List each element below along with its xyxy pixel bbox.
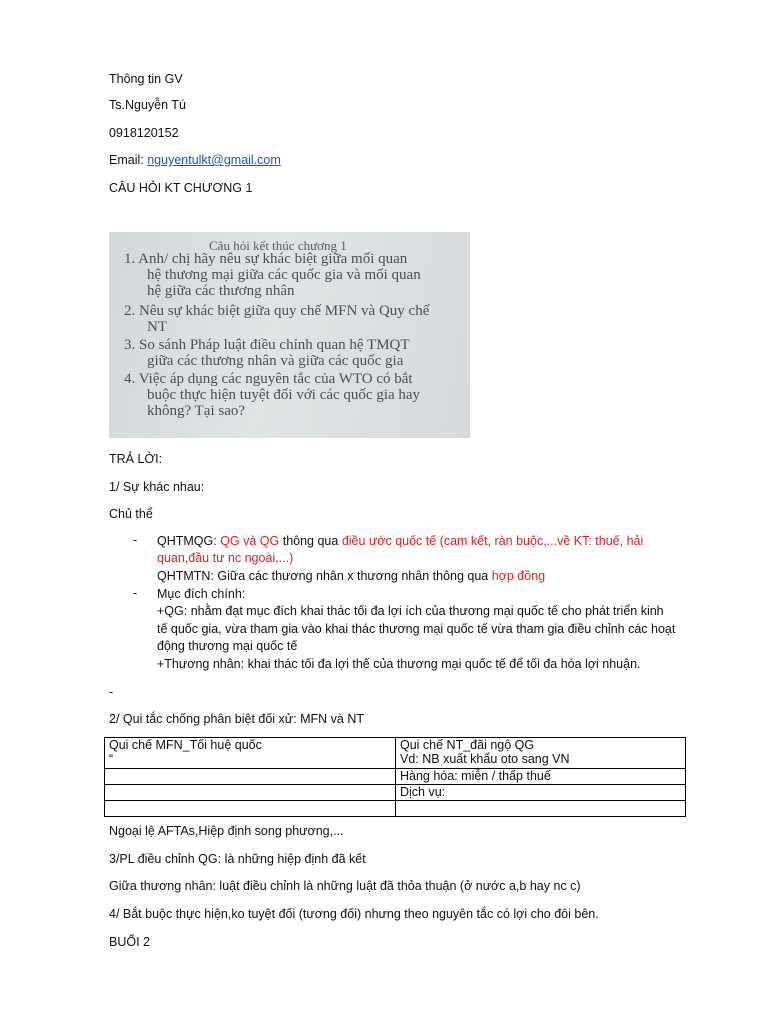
question-2-heading: 2/ Qui tắc chống phân biệt đối xử: MFN và NT xyxy=(109,712,365,726)
email-label: Email: xyxy=(109,153,144,167)
email-line xyxy=(109,152,281,168)
photo-line: buộc thực hiện tuyệt đối với các quốc gia hay xyxy=(147,387,421,403)
photo-line: 2. Nêu sự khác biệt giữa quy chế MFN và Quy chế xyxy=(124,303,430,319)
question-1-heading: 1/ Sự khác nhau: xyxy=(109,480,205,494)
chapter-heading: CÂU HỎI KT CHƯƠNG 1 xyxy=(109,181,253,195)
question-photo xyxy=(109,232,470,438)
table-row xyxy=(105,785,686,801)
photo-line: hệ giữa các thương nhân xyxy=(147,283,295,299)
table-cell xyxy=(105,738,396,769)
photo-line: giữa các thương nhân và giữa các quốc gia xyxy=(147,353,404,369)
qhtmqg-line xyxy=(157,533,643,549)
trader-line: +Thương nhân: khai thác tối đa lợi thế của thương mại quốc tế để tối đa hóa lợi nhuận. xyxy=(157,657,641,671)
lone-dash: - xyxy=(109,685,114,699)
qg-line-1: +QG: nhằm đạt mục đích khai thác tối đa lợi ích của thương mại quốc tế cho phát triển kinh xyxy=(157,604,664,618)
qhtmqg-red-2: điều ước quốc tế (cam kết, ràn buộc,...về KT: thuế, hải xyxy=(341,534,644,548)
table-cell xyxy=(396,801,686,817)
qg-line-3: động thương mại quốc tế xyxy=(157,639,298,653)
table-cell xyxy=(105,769,396,785)
teacher-name: Ts.Nguyễn Tú xyxy=(109,98,186,112)
traders-law-line: Giữa thương nhân: luật điều chỉnh là những luật đã thỏa thuận (ở nước a,b hay nc c) xyxy=(109,879,581,893)
photo-heading: Câu hỏi kết thúc chương 1 xyxy=(209,238,347,253)
question-4-line: 4/ Bắt buộc thực hiện,ko tuyệt đối (tương đối) nhưng theo nguyên tắc có lợi cho đôi bên. xyxy=(109,907,599,921)
table-cell xyxy=(105,785,396,801)
table-row xyxy=(105,738,686,769)
nt-header: Qui chế NT_đãi ngộ QG xyxy=(400,738,535,752)
qhtmqg-line-2: quan,đầu tư nc ngoài,...) xyxy=(157,551,294,565)
teacher-phone: 0918120152 xyxy=(109,126,179,140)
nt-services: Dịch vụ: xyxy=(400,785,446,799)
photo-line: NT xyxy=(147,319,167,335)
photo-line: 1. Anh/ chị hãy nêu sự khác biệt giữa mối quan xyxy=(124,251,408,267)
photo-line: hệ thương mại giữa các quốc gia và mối quan xyxy=(147,267,421,283)
photo-line: 4. Việc áp dụng các nguyên tắc của WTO có bắt xyxy=(124,371,413,387)
photo-line: 3. So sánh Pháp luật điều chỉnh quan hệ TMQT xyxy=(124,337,410,353)
answer-heading: TRẢ LỜI: xyxy=(109,452,163,466)
nt-goods: Hàng hóa: miễn / thấp thuế xyxy=(400,769,551,783)
session-heading: BUỔI 2 xyxy=(109,935,150,949)
qhtmqg-red-1: QG và QG xyxy=(220,534,280,548)
table-row xyxy=(105,769,686,785)
qhtmqg-label: QHTMQG: xyxy=(157,534,221,548)
qg-line-2: tế quốc gia, vừa tham gia vào khai thác thương mại quốc tế vừa tham gia điều chỉnh các hoạt xyxy=(157,622,676,636)
bullet-dash: - xyxy=(133,586,138,600)
qhtmtn-line xyxy=(157,568,545,584)
mfn-quote: “ xyxy=(109,752,114,766)
table-cell xyxy=(396,785,686,801)
photo-line: không? Tại sao? xyxy=(147,403,246,419)
qhtmqg-text: thông qua xyxy=(279,534,342,548)
exceptions-line: Ngoại lệ AFTAs,Hiệp định song phương,... xyxy=(109,824,344,838)
subject-heading: Chủ thể xyxy=(109,507,153,521)
bullet-dash: - xyxy=(133,533,138,547)
nt-example: Vd: NB xuất khẩu oto sang VN xyxy=(400,752,570,766)
purpose-heading: Mục đích chính: xyxy=(157,587,246,601)
table-cell xyxy=(396,738,686,769)
mfn-header: Qui chế MFN_Tối huệ quốc xyxy=(109,738,262,752)
qhtmtn-text: QHTMTN: Giữa các thương nhân x thương nhân thông qua xyxy=(157,569,492,583)
question-3-heading: 3/PL điều chỉnh QG: là những hiệp định đã kết xyxy=(109,852,366,866)
table-row xyxy=(105,801,686,817)
table-cell xyxy=(396,769,686,785)
email-link[interactable]: nguyentulkt@gmail.com xyxy=(147,153,281,167)
teacher-info-title: Thông tin GV xyxy=(109,72,183,86)
table-cell xyxy=(105,801,396,817)
qhtmtn-red: hợp đồng xyxy=(491,569,546,583)
mfn-nt-table xyxy=(104,737,686,817)
